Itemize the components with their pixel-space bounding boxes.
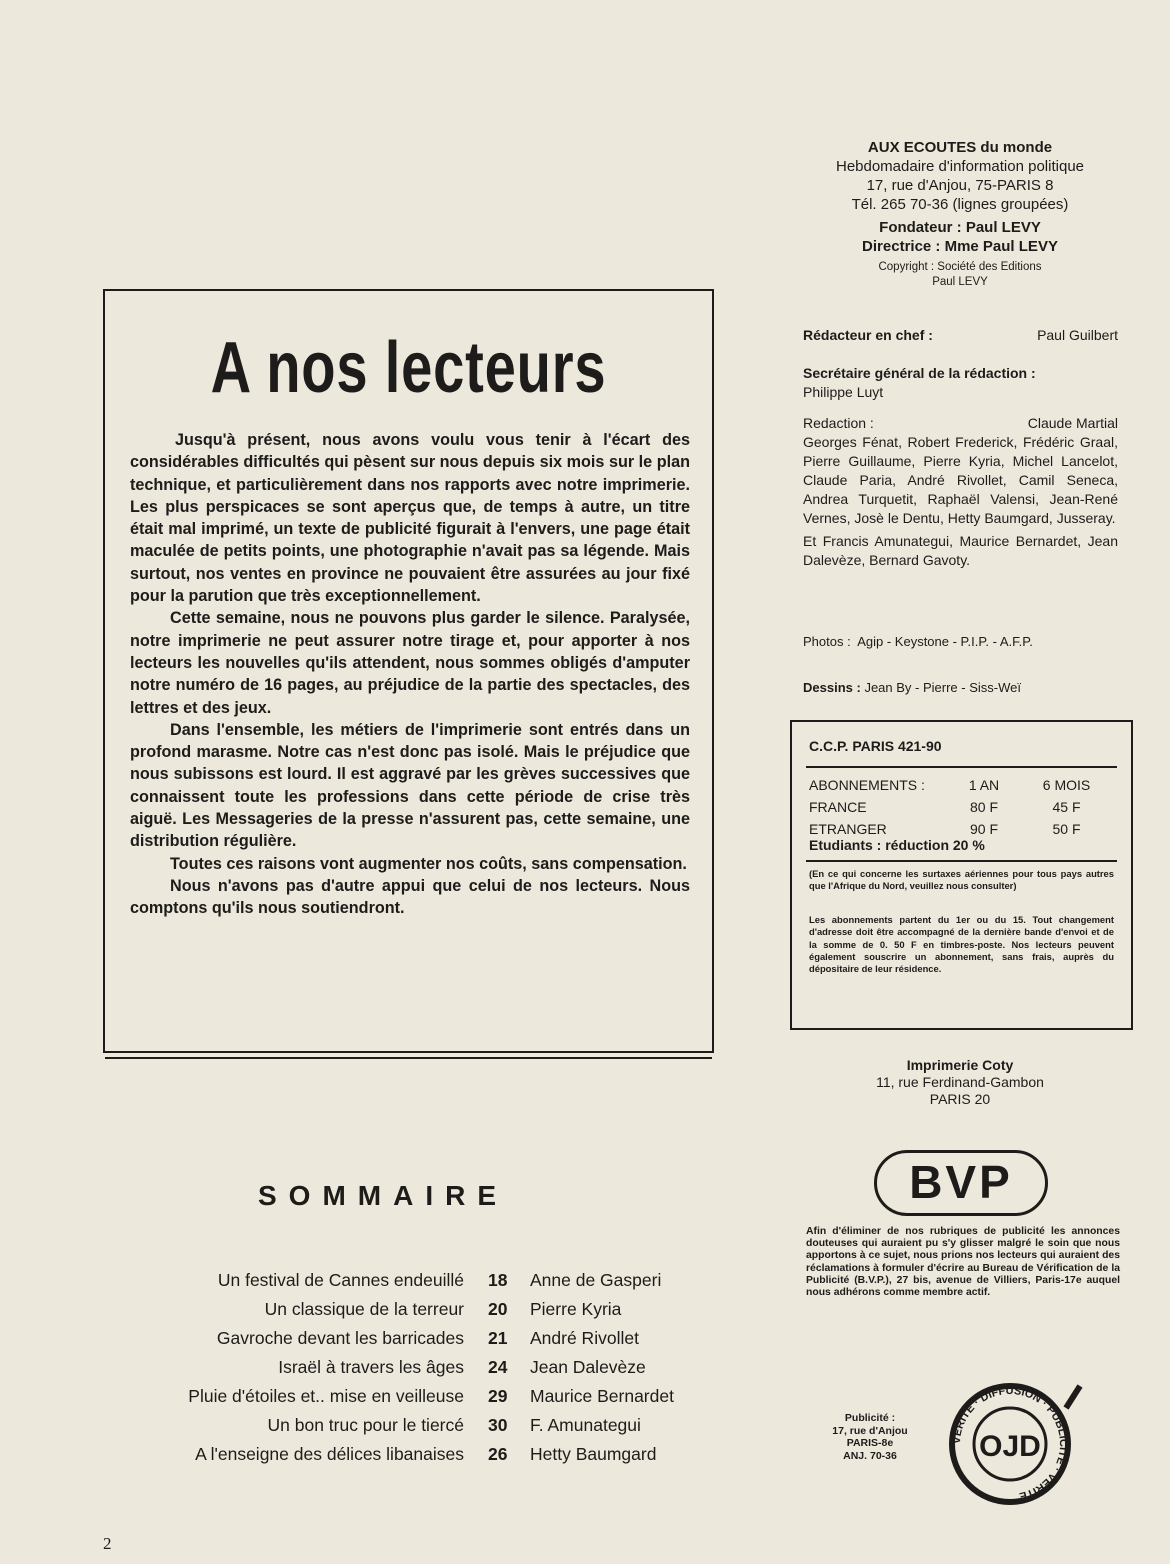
article-author: Hetty Baumgard: [530, 1444, 657, 1464]
article-title: Un classique de la terreur: [264, 1299, 464, 1319]
student-discount: Etudiants : réduction 20 %: [809, 837, 985, 853]
editorial-text: [130, 429, 690, 920]
article-title: Un festival de Cannes endeuillé: [217, 1270, 464, 1290]
header-cell: 6 MOIS: [1042, 777, 1091, 793]
article-author: Jean Dalevèze: [530, 1357, 646, 1377]
row-label: FRANCE: [809, 799, 867, 815]
masthead-subtitle: Hebdomadaire d'information politique: [835, 158, 1084, 175]
editor-in-chief: [803, 326, 1118, 345]
drawings-credit: [803, 678, 1118, 697]
editorial-paragraph: Jusqu'à présent, nous avons voulu vous tenir à l'écart des considérables difficultés qui pèsent sur nous depuis six mois sur le plan technique, et particulièrement dans nos rapports avec notre imprimerie. Les plus perspicaces se sont aperçus que, de temps à autre, un titre était mal imprimé, un texte de publicité figurait à l'envers, une page était maculée de petits points, une photographie n'avait pas sa légende. Mais surtout, nos ventes en province ne pouvaient être assurées au jour fixé pour la parution que très exceptionnellement.: [130, 431, 690, 606]
article-page: 26: [488, 1444, 508, 1464]
subscription-box: [790, 720, 1133, 1030]
general-secretary: [803, 364, 1118, 402]
table-header: [809, 774, 1114, 796]
secretary-name: Philippe Luyt: [803, 384, 884, 400]
dessins-label: Dessins :: [803, 680, 861, 695]
article-title: Gavroche devant les barricades: [216, 1328, 464, 1348]
header-cell: 1 AN: [968, 777, 1000, 793]
subscription-note: Les abonnements partent du 1er ou du 15. Tout changement d'adresse doit être accompagné de la dernière bande d'envoi et de la somme de 0. 50 F en timbres-poste. Nos lecteurs peuvent également souscrire un abonnement, sans frais, auprès du dépositaire de leur résidence.: [809, 914, 1114, 975]
ccp-account: C.C.P. PARIS 421-90: [809, 738, 942, 754]
masthead-copyright-1: Copyright : Société des Editions: [878, 261, 1042, 273]
divider: [806, 860, 1117, 862]
ojd-logo: [930, 1378, 1100, 1513]
redaction-block: [803, 414, 1118, 570]
photos-names: Agip - Keystone - P.I.P. - A.F.P.: [857, 634, 1033, 649]
editorial-title: A nos lecteurs: [210, 328, 607, 408]
advertising-contact: [808, 1412, 932, 1462]
dessins-names: Jean By - Pierre - Siss-Weï: [864, 680, 1021, 695]
subscription-table: [809, 774, 1114, 840]
row-value: 90 F: [969, 821, 998, 837]
secretary-label: Secrétaire général de la rédaction :: [803, 365, 1036, 381]
row-label: ETRANGER: [809, 821, 887, 837]
redaction-label: Redaction :: [803, 415, 874, 431]
chief-label: Rédacteur en chef :: [803, 327, 933, 343]
ojd-ring-text: VÉRITÉ · DIFFUSION · PUBLICITÉ · VÉRITÉ: [950, 1384, 1070, 1503]
divider: [806, 766, 1117, 768]
editorial-bottom-rule: [105, 1057, 712, 1059]
printer-address: 11, rue Ferdinand-Gambon: [876, 1074, 1044, 1090]
page-number: 2: [103, 1534, 112, 1553]
pub-phone: ANJ. 70-36: [843, 1449, 897, 1462]
article-page: 24: [488, 1357, 508, 1377]
row-value: 50 F: [1052, 821, 1081, 837]
pub-label: Publicité :: [844, 1412, 896, 1424]
table-row: [809, 796, 1114, 818]
article-author: Anne de Gasperi: [530, 1270, 662, 1290]
article-title: Un bon truc pour le tiercé: [267, 1415, 464, 1435]
printer-name: Imprimerie Coty: [906, 1057, 1014, 1073]
masthead-copyright-2: Paul LEVY: [932, 276, 988, 288]
redaction-names: Georges Fénat, Robert Frederick, Frédéric Graal, Pierre Guillaume, Pierre Kyria, Michel Lancelot, Claude Paria, André Rivollet, Camil Seneca, Andrea Turquetit, Raphaël Valensi, Jean-René Vernes, Josè le Dentu, Hetty Baumgard, Jusseray.: [803, 434, 1118, 526]
printer-info: [790, 1057, 1130, 1108]
article-title: A l'enseigne des délices libanaises: [195, 1444, 464, 1464]
article-author: Maurice Bernardet: [530, 1386, 674, 1406]
article-author: Pierre Kyria: [530, 1299, 622, 1319]
article-page: 18: [488, 1270, 508, 1290]
article-title: Israël à travers les âges: [278, 1357, 464, 1377]
editorial-box: [103, 289, 714, 1053]
photos-credit: [803, 632, 1118, 651]
article-title: Pluie d'étoiles et.. mise en veilleuse: [188, 1386, 464, 1406]
row-value: 80 F: [969, 799, 998, 815]
article-page: 29: [488, 1386, 508, 1406]
masthead-phone: Tél. 265 70-36 (lignes groupées): [851, 196, 1069, 213]
article-page: 20: [488, 1299, 508, 1319]
photos-label: Photos :: [803, 634, 851, 649]
bvp-notice: Afin d'éliminer de nos rubriques de publicité les annonces douteuses qui auraient pu s'y glisser malgré le soin que nous apportons à ce sujet, nous prions nos lecteurs qui auraient des réclamations à formuler d'écrire au Bureau de Vérification de la Publicité (B.V.P.), 27 bis, avenue de Villiers, Paris-17e auquel nous adhérons comme membre actif.: [806, 1226, 1120, 1299]
editorial-paragraph: Nous n'avons pas d'autre appui que celui de nos lecteurs. Nous comptons qu'ils nous soutiendront.: [130, 876, 690, 918]
pub-address: 17, rue d'Anjou: [832, 1424, 908, 1437]
article-page: 30: [488, 1415, 508, 1435]
editorial-paragraph: Dans l'ensemble, les métiers de l'imprimerie sont entrés dans un profond marasme. Notre cas n'est donc pas isolé. Mais le préjudice que nous subissons est lourd. Il est aggravé par les grèves successives que connaissent toute les professions dans cette période de crise très aiguë. Les Messageries de la presse n'assurent pas, cette semaine, une distribution régulière.: [130, 720, 690, 851]
editorial-paragraph: Toutes ces raisons vont augmenter nos coûts, sans compensation.: [170, 854, 687, 873]
printer-city: PARIS 20: [929, 1091, 991, 1107]
row-value: 45 F: [1052, 799, 1081, 815]
masthead: [790, 138, 1130, 290]
header-cell: ABONNEMENTS :: [809, 777, 925, 793]
pub-city: PARIS-8e: [846, 1437, 894, 1449]
contents-title: SOMMAIRE: [258, 1180, 508, 1211]
masthead-founder: Fondateur : Paul LEVY: [879, 219, 1041, 236]
article-author: André Rivollet: [530, 1328, 639, 1348]
masthead-address: 17, rue d'Anjou, 75-PARIS 8: [866, 177, 1054, 194]
article-author: F. Amunategui: [530, 1415, 641, 1435]
chief-name: Paul Guilbert: [1037, 327, 1118, 343]
other-contributors: Et Francis Amunategui, Maurice Bernardet, Jean Dalevèze, Bernard Gavoty.: [803, 533, 1118, 568]
bvp-logo: BVP: [874, 1150, 1048, 1216]
redaction-first: Claude Martial: [1027, 415, 1118, 431]
ojd-logo-text: OJD: [979, 1430, 1041, 1463]
masthead-title: AUX ECOUTES du monde: [867, 139, 1053, 156]
article-page: 21: [488, 1328, 508, 1348]
editorial-paragraph: Cette semaine, nous ne pouvons plus garder le silence. Paralysée, notre imprimerie ne peut assurer notre tirage et, pour apporter à nos lecteurs les nouvelles qu'ils attendent, nous sommes obligés d'amputer notre numéro de 16 pages, au préjudice de la partie des spectacles, des lettres et des jeux.: [130, 609, 690, 717]
masthead-director: Directrice : Mme Paul LEVY: [862, 238, 1058, 255]
airmail-note: (En ce qui concerne les surtaxes aériennes pour tous pays autres que l'Afrique du Nord, veuillez nous consulter): [809, 868, 1114, 892]
